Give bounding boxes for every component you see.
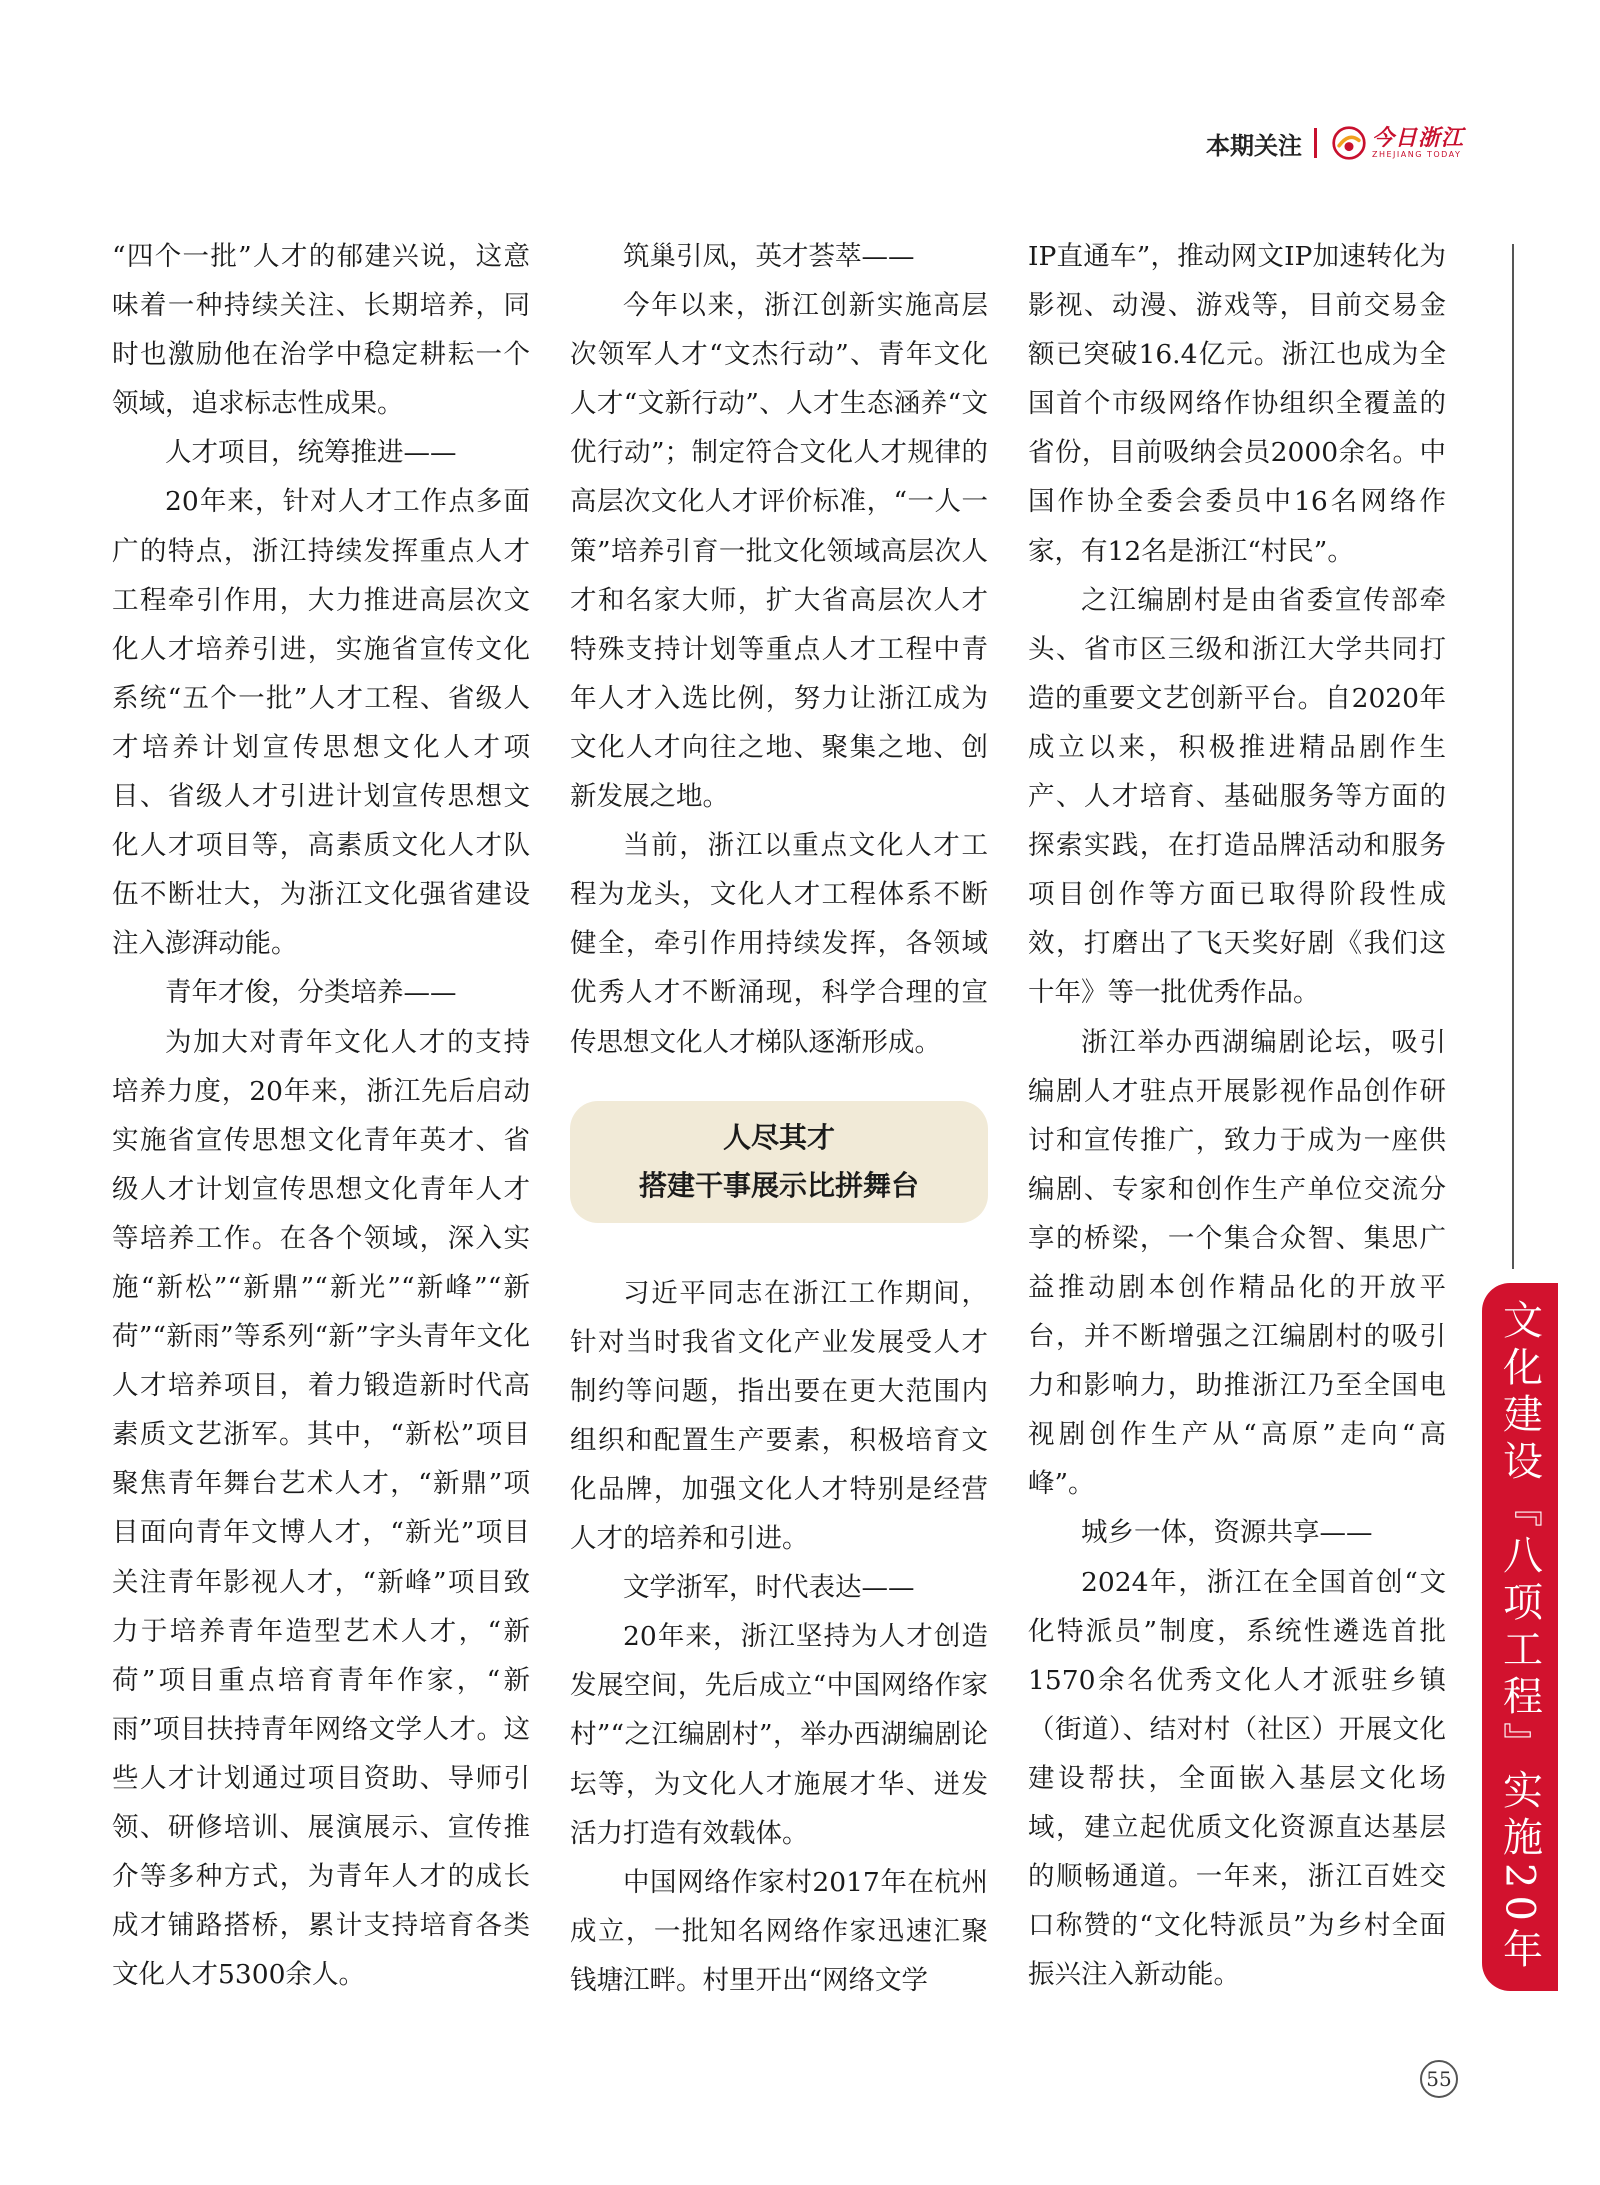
paragraph: 今年以来，浙江创新实施高层次领军人才“文杰行动”、青年文化人才“文新行动”、人才生态涵养“文优行动”；制定符合文化人才规律的高层次文化人才评价标准，“一人一策”培养引育一批文化领域高层次人才和名家大师，扩大省高层次人才特殊支持计划等重点人才工程中青年人才入选比例，努力让浙江成为文化人才向往之地、聚集之地、创新发展之地。 bbox=[570, 290, 988, 813]
article-column-3 bbox=[1028, 232, 1446, 1999]
paragraph: 中国网络作家村2017年在杭州成立，一批知名网络作家迅速汇聚钱塘江畔。村里开出“网络文学 bbox=[570, 1866, 988, 1996]
paragraph: 之江编剧村是由省委宣传部牵头、省市区三级和浙江大学共同打造的重要文艺创新平台。自2020年成立以来，积极推进精品剧作生产、人才培育、基础服务等方面的探索实践，在打造品牌活动和服务项目创作等方面已取得阶段性成效，打磨出了飞天奖好剧《我们这十年》等一批优秀作品。 bbox=[1028, 584, 1446, 1009]
paragraph: 2024年，浙江在全国首创“文化特派员”制度，系统性遴选首批1570余名优秀文化人才派驻乡镇（街道）、结对村（社区）开展文化建设帮扶，全面嵌入基层文化场域，建立起优质文化资源直达基层的顺畅通道。一年来，浙江百姓交口称赞的“文化特派员”为乡村全面振兴注入新动能。 bbox=[1028, 1566, 1446, 1991]
subheading: 人才项目，统筹推进—— bbox=[165, 437, 457, 469]
logo-subtitle: ZHEJIANG TODAY bbox=[1371, 150, 1462, 159]
subheading: 筑巢引凤，英才荟萃—— bbox=[623, 241, 915, 272]
vertical-rule bbox=[1512, 244, 1514, 1269]
logo-swirl-icon bbox=[1331, 125, 1367, 161]
paragraph: 浙江举办西湖编剧论坛，吸引编剧人才驻点开展影视作品创作研讨和宣传推广，致力于成为一座供编剧、专家和创作生产单位交流分享的桥梁，一个集合众智、集思广益推动剧本创作精品化的开放平台，并不断增强之江编剧村的吸引力和影响力，助推浙江乃至全国电视剧创作生产从“高原”走向“高峰”。 bbox=[1028, 1026, 1446, 1500]
section-heading-line-2: 搭建干事展示比拼舞台 bbox=[638, 1168, 919, 1202]
paragraph: 20年来，针对人才工作点多面广的特点，浙江持续发挥重点人才工程牵引作用，大力推进高层次文化人才培养引进，实施省宣传文化系统“五个一批”人才工程、省级人才培养计划宣传思想文化人才项目、省级人才引进计划宣传思想文化人才项目等，高素质文化人才队伍不断壮大，为浙江文化强省建设注入澎湃动能。 bbox=[112, 486, 530, 960]
series-side-tab bbox=[1482, 1283, 1558, 1991]
page-header bbox=[1206, 118, 1464, 168]
magazine-logo bbox=[1331, 125, 1464, 161]
paragraph: 20年来，浙江坚持为人才创造发展空间，先后成立“中国网络作家村”“之江编剧村”，举办西湖编剧论坛等，为文化人才施展才华、迸发活力打造有效载体。 bbox=[570, 1621, 988, 1849]
paragraph: 习近平同志在浙江工作期间，针对当时我省文化产业发展受人才制约等问题，指出要在更大范围内组织和配置生产要素，积极培育文化品牌，加强文化人才特别是经营人才的培养和引进。 bbox=[570, 1277, 988, 1555]
series-title: 文化建设『八项工程』实施20年 bbox=[1496, 1299, 1543, 1975]
paragraph: IP直通车”，推动网文IP加速转化为影视、动漫、游戏等，目前交易金额已突破16.4亿元。浙江也成为全国首个市级网络作协组织全覆盖的省份，目前吸纳会员2000余名。中国作协全委会委员中16名网络作家，有12名是浙江“村民”。 bbox=[1028, 241, 1446, 567]
article-column-2 bbox=[570, 232, 988, 2005]
section-heading-line-1: 人尽其才 bbox=[722, 1120, 835, 1154]
subheading: 城乡一体，资源共享—— bbox=[1081, 1517, 1373, 1549]
paragraph: 当前，浙江以重点文化人才工程为龙头，文化人才工程体系不断健全，牵引作用持续发挥，各领域优秀人才不断涌现，科学合理的宣传思想文化人才梯队逐渐形成。 bbox=[570, 830, 988, 1058]
subheading: 青年才俊，分类培养—— bbox=[165, 977, 457, 1009]
paragraph: “四个一批”人才的郁建兴说，这意味着一种持续关注、长期培养，同时也激励他在治学中稳定耕耘一个领域，追求标志性成果。 bbox=[112, 241, 530, 420]
page-number: 55 bbox=[1420, 2060, 1458, 2098]
paragraph: 为加大对青年文化人才的支持培养力度，20年来，浙江先后启动实施省宣传思想文化青年英才、省级人才计划宣传思想文化青年人才等培养工作。在各个领域，深入实施“新松”“新鼎”“新光”“新峰”“新荷”“新雨”等系列“新”字头青年文化人才培养项目，着力锻造新时代高素质文艺浙军。其中，“新松”项目聚焦青年舞台艺术人才，“新鼎”项目面向青年文博人才，“新光”项目关注青年影视人才，“新峰”项目致力于培养青年造型艺术人才，“新荷”项目重点培育青年作家，“新雨”项目扶持青年网络文学人才。这些人才计划通过项目资助、导师引领、研修培训、展演展示、宣传推介等多种方式，为青年人才的成长成才铺路搭桥，累计支持培育各类文化人才5300余人。 bbox=[112, 1026, 530, 1991]
logo-wordmark: 今日浙江 bbox=[1371, 125, 1464, 151]
header-divider bbox=[1314, 128, 1317, 158]
subheading: 文学浙军，时代表达—— bbox=[623, 1572, 915, 1604]
article-column-1 bbox=[112, 232, 530, 1999]
section-label: 本期关注 bbox=[1205, 131, 1302, 160]
section-heading-box bbox=[570, 1101, 988, 1223]
